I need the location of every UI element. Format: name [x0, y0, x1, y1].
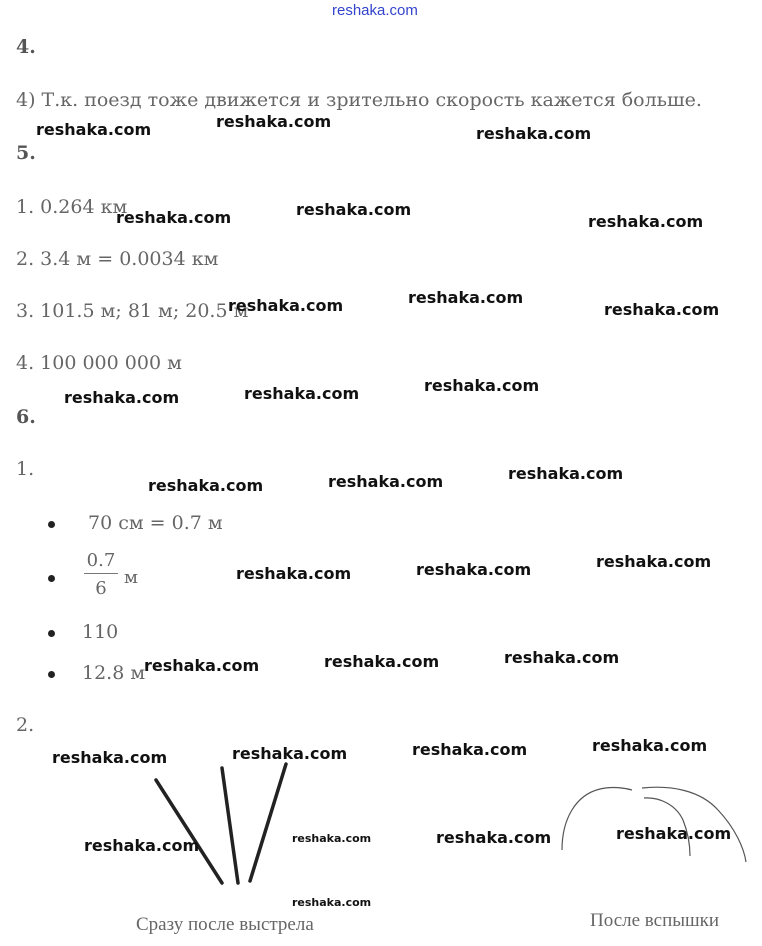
watermark: reshaka.com [476, 124, 592, 143]
watermark: reshaka.com [616, 824, 732, 843]
part-1-label: 1. [16, 458, 35, 480]
watermark: reshaka.com [232, 744, 348, 763]
section-5-item: 2. 3.4 м = 0.0034 км [16, 248, 219, 270]
watermark: reshaka.com [116, 208, 232, 227]
watermark: reshaka.com [64, 388, 180, 407]
watermark: reshaka.com [36, 120, 152, 139]
watermark: reshaka.com [236, 564, 352, 583]
watermark: reshaka.com [228, 296, 344, 315]
trajectory-line [250, 764, 286, 881]
watermark: reshaka.com [424, 376, 540, 395]
section-5-item: 1. 0.264 км [16, 196, 128, 218]
bullet-text: 70 см = 0.7 м [88, 512, 223, 534]
watermark: reshaka.com [408, 288, 524, 307]
part-2-label: 2. [16, 714, 35, 736]
section-5-heading: 5. [16, 142, 36, 164]
watermark: reshaka.com [592, 736, 708, 755]
watermark: reshaka.com [292, 896, 372, 909]
watermark: reshaka.com [588, 212, 704, 231]
watermark: reshaka.com [416, 560, 532, 579]
section-4-answer: 4) Т.к. поезд тоже движется и зрительно скорость кажется больше. [16, 89, 702, 111]
bullet-text: 110 [82, 621, 119, 643]
watermark: reshaka.com [148, 476, 264, 495]
watermark: reshaka.com [52, 748, 168, 767]
section-6-heading: 6. [16, 406, 36, 428]
site-link[interactable]: reshaka.com [332, 2, 418, 19]
watermark: reshaka.com [324, 652, 440, 671]
watermark: reshaka.com [296, 200, 412, 219]
watermark: reshaka.com [412, 740, 528, 759]
watermark: reshaka.com [508, 464, 624, 483]
watermark: reshaka.com [436, 828, 552, 847]
fragment-trajectories-drawing [156, 764, 286, 883]
watermark: reshaka.com [292, 832, 372, 845]
trajectory-line [156, 780, 222, 883]
watermark: reshaka.com [216, 112, 332, 131]
fraction-numerator: 0.7 [84, 550, 118, 574]
caption-right: После вспышки [590, 910, 720, 931]
watermark: reshaka.com [84, 836, 200, 855]
watermark: reshaka.com [596, 552, 712, 571]
section-5-item: 4. 100 000 000 м [16, 352, 182, 374]
section-5-item: 3. 101.5 м; 81 м; 20.5 м [16, 300, 249, 322]
trajectory-line [222, 768, 238, 883]
watermark: reshaka.com [244, 384, 360, 403]
watermark: reshaka.com [504, 648, 620, 667]
section-4-heading: 4. [16, 36, 36, 58]
watermark: reshaka.com [604, 300, 720, 319]
watermark: reshaka.com [328, 472, 444, 491]
caption-left: Сразу после выстрела [136, 914, 314, 935]
bullet-text: 12.8 м [82, 662, 146, 684]
watermark: reshaka.com [144, 656, 260, 675]
fraction-unit: м [124, 567, 139, 588]
fraction-denominator: 6 [95, 578, 107, 599]
